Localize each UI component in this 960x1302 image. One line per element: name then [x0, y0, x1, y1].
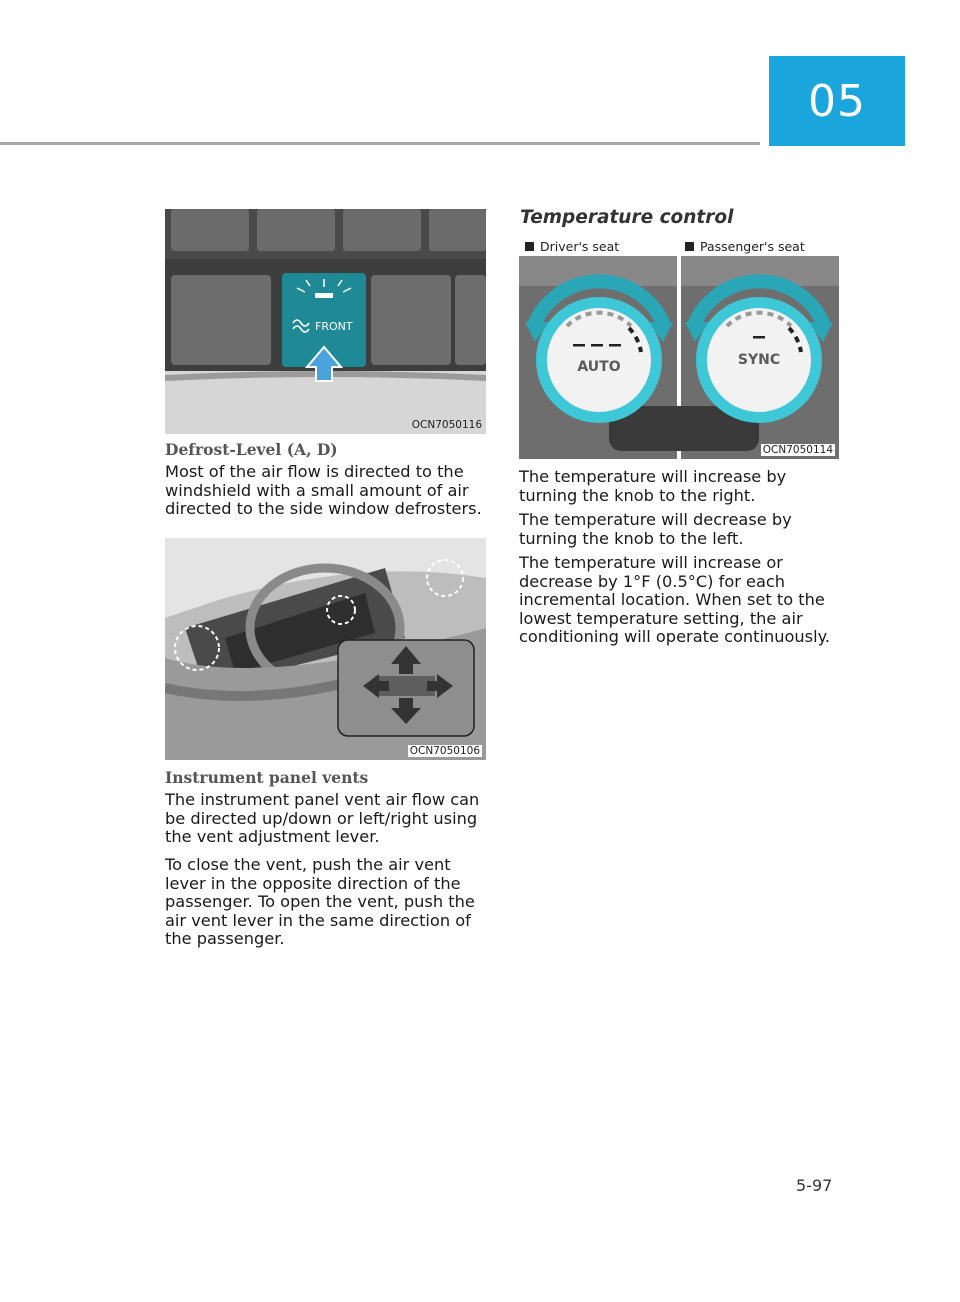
auto-knob-label: AUTO: [577, 359, 621, 375]
header-rule: [0, 142, 760, 145]
vents-text-2: To close the vent, push the air vent lever in the opposite direction of the passenger. To open the vent, push the air vent lever in the same direction of the passenger.: [165, 855, 475, 948]
defrost-heading: Defrost-Level (A, D): [165, 440, 338, 459]
figure-code: OCN7050106: [409, 745, 480, 757]
defrost-text: Most of the air flow is directed to the windshield with a small amount of air directed to the side window defrosters.: [165, 462, 482, 518]
figure-code: OCN7050114: [762, 444, 833, 456]
passenger-seat-label: Passenger's seat: [685, 239, 805, 254]
temperature-title: Temperature control: [520, 207, 734, 228]
bullet-square-icon: [525, 242, 534, 251]
temperature-figure: [519, 236, 839, 459]
sync-knob-label: SYNC: [737, 352, 781, 368]
vents-illustration: [165, 538, 486, 760]
page-number: 5-97: [796, 1176, 833, 1195]
chapter-tab: 05: [769, 56, 905, 146]
defrost-figure: [165, 209, 486, 434]
front-button-label: FRONT: [315, 320, 353, 333]
defrost-illustration: [165, 209, 486, 434]
bullet-square-icon: [685, 242, 694, 251]
temperature-para-2: The temperature will decrease by turning the knob to the left.: [519, 510, 792, 548]
vents-text-1: The instrument panel vent air flow can be directed up/down or left/right using the vent adjustment lever.: [165, 790, 480, 846]
temperature-illustration: [519, 256, 839, 459]
vents-heading: Instrument panel vents: [165, 768, 369, 787]
figure-code: OCN7050116: [411, 419, 482, 431]
driver-seat-label: Driver's seat: [525, 239, 619, 254]
temperature-para-3: The temperature will increase or decrease by 1°F (0.5°C) for each incremental location. When set to the lowest temperature setting, the air conditioning will operate continuously.: [519, 553, 830, 646]
vents-figure: [165, 538, 486, 760]
temperature-para-1: The temperature will increase by turning the knob to the right.: [519, 467, 787, 505]
